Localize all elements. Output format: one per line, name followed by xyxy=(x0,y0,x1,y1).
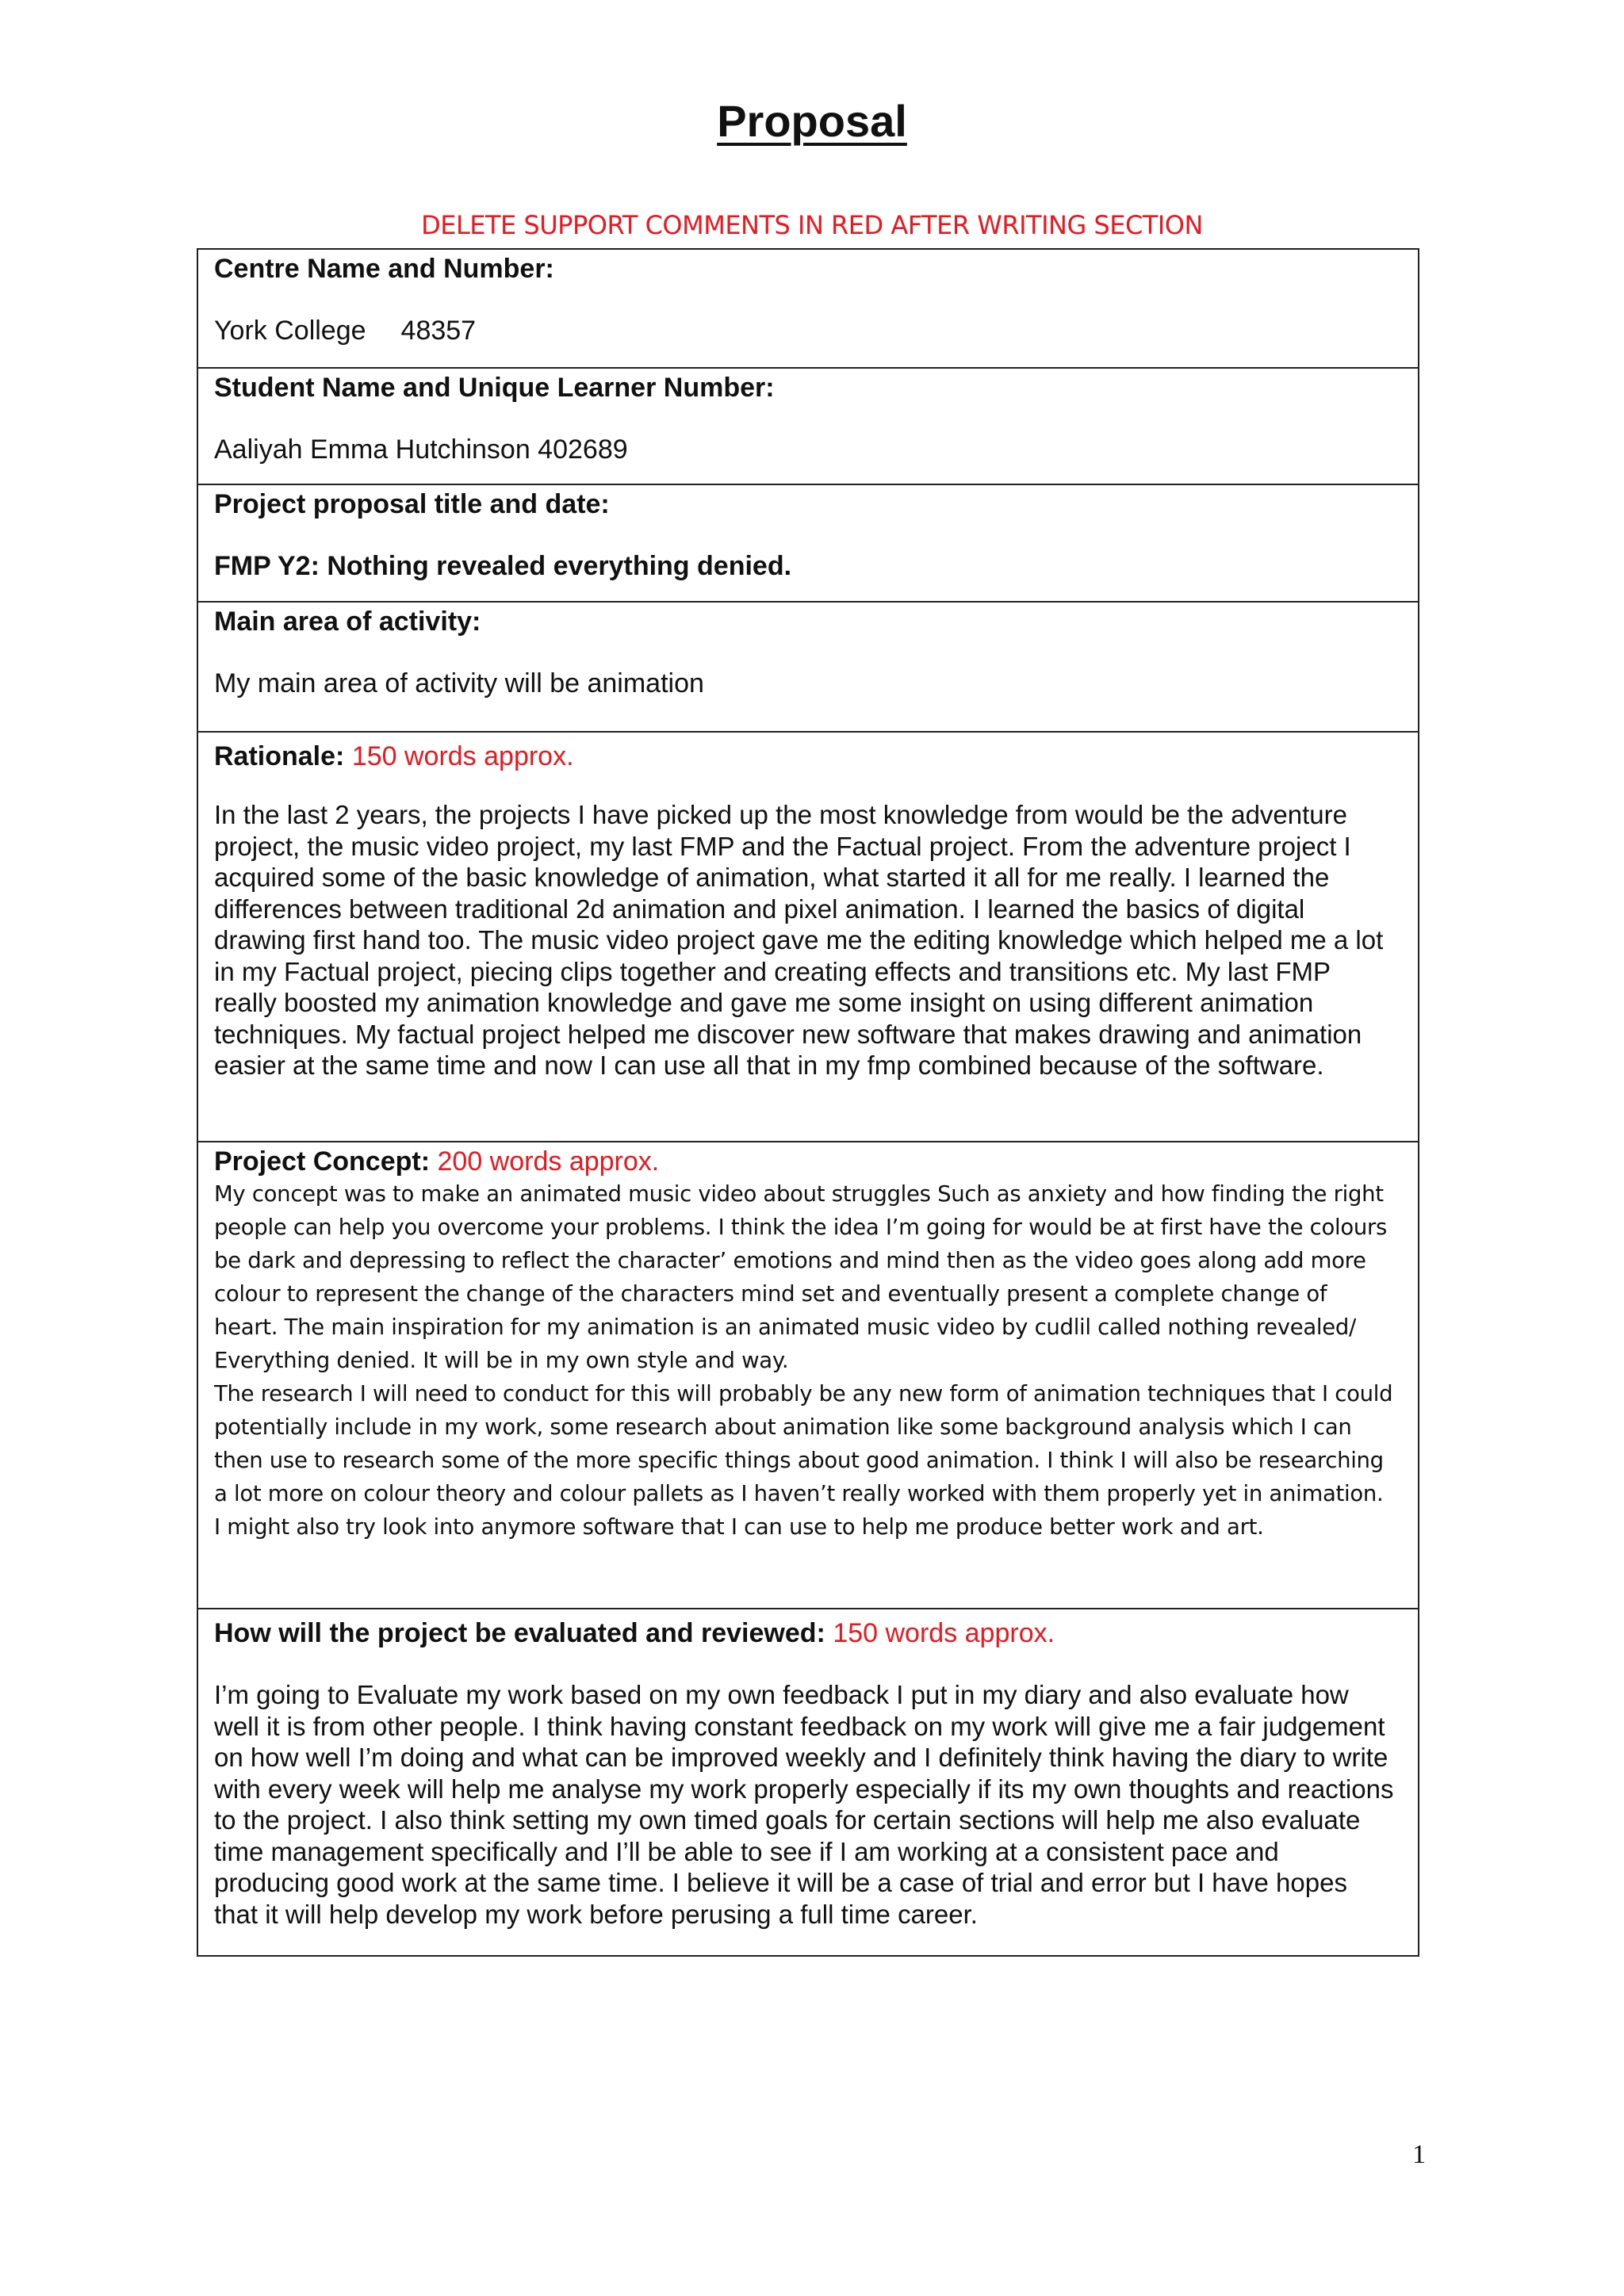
concept-paragraph-2: The research I will need to conduct for this will probably be any new form of animation techniques that I could potentially include in my work, some research about animation like some background analysis which I can then use to research some of the more specific things about good animation. I think I will also be researching a lot more on colour theory and colour pallets as I haven’t really worked with them properly yet in animation. I might also try look into anymore software that I can use to help me produce better work and art. xyxy=(214,1381,1393,1540)
project-title-label: Project proposal title and date: xyxy=(214,489,610,519)
project-title-section xyxy=(198,484,1418,601)
student-value: Aaliyah Emma Hutchinson 402689 xyxy=(214,434,628,465)
proposal-form-table xyxy=(197,248,1419,1957)
evaluation-hint: 150 words approx. xyxy=(833,1618,1055,1648)
concept-hint: 200 words approx. xyxy=(437,1146,660,1177)
rationale-heading xyxy=(214,740,1396,772)
centre-number: 48357 xyxy=(400,316,477,346)
centre-value xyxy=(214,315,1396,346)
activity-section xyxy=(198,601,1418,731)
evaluation-label: How will the project be evaluated and reviewed: xyxy=(214,1618,825,1648)
page-title: Proposal xyxy=(717,96,907,146)
support-comment-note: DELETE SUPPORT COMMENTS IN RED AFTER WRITING SECTION xyxy=(421,210,1203,240)
rationale-section xyxy=(198,731,1418,1141)
concept-paragraph-1: My concept was to make an animated music video about struggles Such as anxiety and how finding the right people can help you overcome your problems. I think the idea I’m going for would be at first have the colours be dark and depressing to reflect the character’ emotions and mind then as the video goes along add more colour to represent the change of the characters mind set and eventually present a complete change of heart. The main inspiration for my animation is an animated music video by cudlil called nothing revealed/ Everything denied. It will be in my own style and way. xyxy=(214,1181,1388,1373)
concept-heading xyxy=(214,1146,1396,1177)
student-label: Student Name and Unique Learner Number: xyxy=(214,373,775,403)
rationale-hint: 150 words approx. xyxy=(351,741,574,771)
project-title-value: FMP Y2: Nothing revealed everything denied. xyxy=(214,551,792,581)
centre-section xyxy=(198,250,1418,367)
evaluation-section xyxy=(198,1608,1418,1955)
rationale-label: Rationale: xyxy=(214,741,345,771)
concept-label: Project Concept: xyxy=(214,1146,431,1177)
activity-value: My main area of activity will be animation xyxy=(214,668,704,698)
centre-label: Centre Name and Number: xyxy=(214,254,554,284)
evaluation-text: I’m going to Evaluate my work based on my own feedback I put in my diary and also evaluate how well it is from other people. I think having constant feedback on my work will give me a fair judgement on how well I’m doing and what can be improved weekly and I definitely think having the diary to write with every week will help me analyse my work properly especially if its my own thoughts and reactions to the project. I also think setting my own timed goals for certain sections will help me also evaluate time management specifically and I’ll be able to see if I am working at a consistent pace and producing good work at the same time. I believe it will be a case of trial and error but I have hopes that it will help develop my work before perusing a full time career. xyxy=(214,1680,1394,1929)
page-number: 1 xyxy=(1412,2140,1426,2169)
concept-section xyxy=(198,1141,1418,1608)
student-section xyxy=(198,367,1418,484)
evaluation-heading xyxy=(214,1617,1396,1649)
centre-name: York College xyxy=(214,316,366,346)
rationale-text: In the last 2 years, the projects I have picked up the most knowledge from would be the adventure project, the music video project, my last FMP and the Factual project. From the adventure project I acquired some of the basic knowledge of animation, what started it all for me really. I learned the differences between traditional 2d animation and pixel animation. I learned the basics of digital drawing first hand too. The music video project gave me the editing knowledge which helped me a lot in my Factual project, piecing clips together and creating effects and transitions etc. My last FMP really boosted my animation knowledge and gave me some insight on using different animation techniques. My factual project helped me discover new software that makes drawing and animation easier at the same time and now I can use all that in my fmp combined because of the software. xyxy=(214,800,1384,1080)
activity-label: Main area of activity: xyxy=(214,607,481,637)
